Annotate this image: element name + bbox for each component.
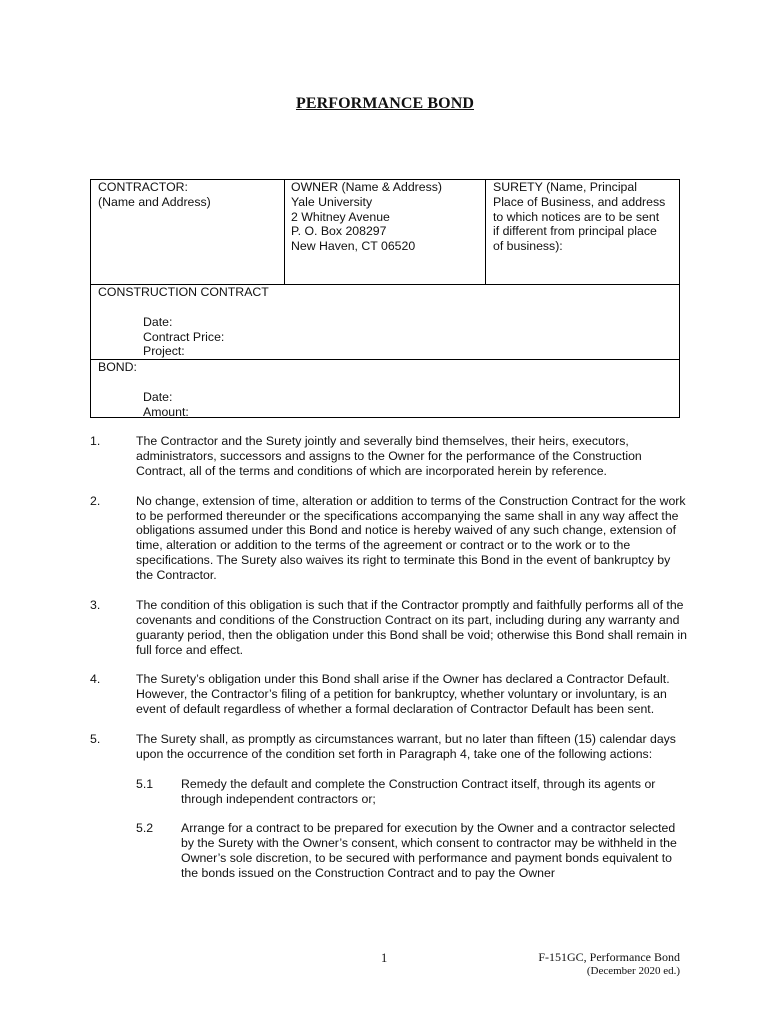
paragraph-text: The Surety shall, as promptly as circumstances warrant, but no later than fifteen (15) calendar days upon the occurrence of the condition set forth in Paragraph 4, take one of the following actions: <box>136 732 676 761</box>
subparagraph-5-2 <box>90 821 690 881</box>
contractor-sublabel: (Name and Address) <box>98 194 211 209</box>
surety-label-line-4: if different from principal place <box>493 224 657 239</box>
bond-info-table <box>90 179 680 418</box>
paragraph-5 <box>90 732 690 762</box>
paragraph-3 <box>90 598 690 658</box>
form-id: F-151GC, Performance Bond <box>538 950 680 964</box>
page-number: 1 <box>381 951 388 965</box>
subparagraph-text: Remedy the default and complete the Construction Contract itself, through its agents or through independent contractors or; <box>181 776 656 806</box>
owner-name: Yale University <box>291 194 373 209</box>
paragraph-text: The condition of this obligation is such that if the Contractor promptly and faithfully performs all of the covenants and conditions of the Construction Contract on its part, including during any warranty and guaranty period, then the obligation under this Bond shall be void; otherwise this Bond shall remain in full force and effect. <box>136 597 687 657</box>
paragraph-4 <box>90 672 690 717</box>
paragraph-text: No change, extension of time, alteration or addition to terms of the Construction Contract for the work to be performed thereunder or the specifications accompanying the same shall in any way affect the obligations assumed under this Bond and notice is hereby waived of any such change, extension of time, alteration or addition to the terms of the agreement or contract or to the work or to the specifications. The Surety also waives its right to terminate this Bond in the event of bankruptcy by the Contractor. <box>136 493 686 583</box>
surety-label-line-2: Place of Business, and address <box>493 194 666 209</box>
bond-amount-field: Amount: <box>143 404 189 419</box>
paragraph-2 <box>90 494 690 583</box>
paragraph-1 <box>90 434 690 479</box>
subparagraph-number: 5.1 <box>136 776 154 791</box>
paragraph-number: 2. <box>90 493 101 508</box>
bond-heading: BOND: <box>98 360 137 374</box>
paragraph-number: 3. <box>90 597 101 612</box>
bond-terms <box>90 434 690 896</box>
owner-city: New Haven, CT 06520 <box>291 239 416 254</box>
document-title: PERFORMANCE BOND <box>295 95 475 112</box>
paragraph-text: The Surety’s obligation under this Bond shall arise if the Owner has declared a Contractor Default. However, the Contractor’s filing of a petition for bankruptcy, whether voluntary or involuntary, is an event of default regardless of whether a formal declaration of Contractor Default has been sent. <box>136 672 670 717</box>
contract-date-field: Date: <box>143 314 173 329</box>
paragraph-text: The Contractor and the Surety jointly and severally bind themselves, their heirs, executors, administrators, successors and assigns to the Owner for the performance of the Construction Contract, all of the terms and conditions of which are incorporated herein by reference. <box>136 434 642 478</box>
owner-cell <box>285 180 486 284</box>
owner-label: OWNER (Name & Address) <box>291 180 443 194</box>
contractor-label: CONTRACTOR: <box>98 180 188 194</box>
surety-label-line-5: of business): <box>493 239 563 254</box>
bond-row <box>91 360 679 417</box>
surety-label-line-1: SURETY (Name, Principal <box>493 180 637 194</box>
paragraph-number: 1. <box>90 434 101 448</box>
subparagraph-text: Arrange for a contract to be prepared for execution by the Owner and a contractor selected by the Surety with the Owner’s consent, which consent to contractor may be withheld in the Owner’s sole discretion, to be secured with performance and payment bonds equivalent to the bonds issued on the Construction Contract and to pay the Owner <box>181 821 677 881</box>
contract-project-field: Project: <box>143 344 185 359</box>
construction-contract-row <box>91 285 679 360</box>
subparagraph-number: 5.2 <box>136 821 154 836</box>
paragraph-number: 4. <box>90 672 101 687</box>
surety-label-line-3: to which notices are to be sent <box>493 209 660 224</box>
owner-street: 2 Whitney Avenue <box>291 209 390 224</box>
bond-date-field: Date: <box>143 389 173 404</box>
contract-price-field: Contract Price: <box>143 329 225 344</box>
owner-po-box: P. O. Box 208297 <box>291 224 387 239</box>
subparagraph-5-1 <box>90 777 690 807</box>
form-edition: (December 2020 ed.) <box>586 965 680 977</box>
construction-contract-heading: CONSTRUCTION CONTRACT <box>98 285 269 299</box>
form-identifier <box>470 950 680 978</box>
parties-row <box>91 180 679 285</box>
surety-cell <box>486 180 679 284</box>
paragraph-number: 5. <box>90 732 101 747</box>
contractor-cell <box>91 180 285 284</box>
